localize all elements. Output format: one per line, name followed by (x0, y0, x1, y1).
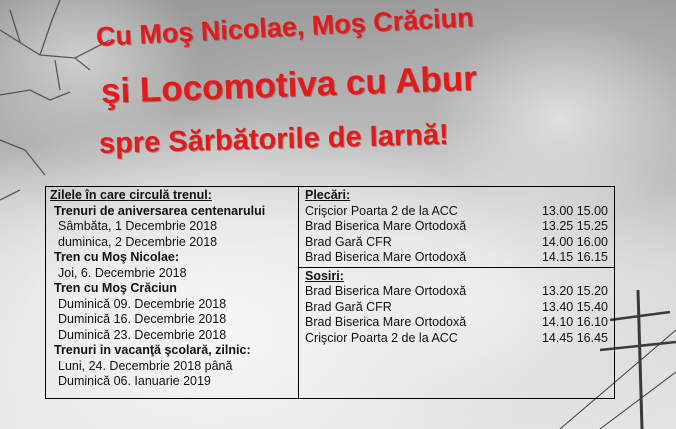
station-name: Brad Gară CFR (305, 234, 392, 249)
departure-row (305, 204, 608, 220)
station-name: Crişcior Poarta 2 de la ACC (305, 330, 458, 345)
arrival-times: 13.40 15.40 (541, 299, 608, 314)
arrival-times: 13.20 15.20 (541, 284, 608, 298)
departures-heading: Plecări: (305, 188, 351, 202)
date-item: Luni, 24. Decembrie 2018 până (58, 358, 233, 373)
group-title-school-holiday: Trenuri in vacanţă şcolară, zilnic: (54, 343, 251, 357)
date-item: Duminică 09. Decembrie 2018 (58, 296, 227, 311)
departure-times: 13.00 15.00 (541, 203, 608, 218)
timetable-column (299, 187, 614, 398)
date-item: Duminică 16. Decembrie 2018 (58, 312, 227, 326)
group-title-mos-nicolae: Tren cu Moş Nicolae: (54, 250, 180, 264)
bare-tree-branches (0, 0, 110, 200)
group-title-mos-craciun: Tren cu Moş Crăciun (54, 281, 177, 295)
departure-row (305, 235, 608, 251)
arrivals-heading: Sosiri: (305, 268, 344, 283)
date-item: Joi, 6. Decembrie 2018 (58, 265, 187, 280)
departures-block (299, 187, 614, 268)
date-item: Duminică 06. Ianuarie 2019 (58, 374, 211, 388)
arrival-row (305, 331, 608, 347)
arrival-row (305, 300, 608, 316)
station-name: Crişcior Poarta 2 de la ACC (305, 203, 458, 218)
group-title-centenary: Trenuri de aniversarea centenarului (54, 203, 266, 218)
departure-times: 13.25 15.25 (541, 219, 608, 233)
title-line-2: şi Locomotiva cu Abur (100, 58, 478, 111)
title-line-3: spre Sărbătorile de Iarnă! (98, 118, 450, 160)
departure-times: 14.00 16.00 (541, 234, 608, 249)
station-name: Brad Biserica Mare Ortodoxă (305, 219, 467, 233)
departure-row (305, 250, 608, 266)
running-days-heading: Zilele în care circulă trenul: (50, 188, 212, 202)
title-line-1: Cu Moş Nicolae, Moş Crăciun (95, 2, 475, 52)
running-days-column (46, 187, 299, 398)
arrivals-block (299, 268, 614, 348)
date-item: duminica, 2 Decembrie 2018 (58, 234, 218, 249)
arrival-row (305, 284, 608, 300)
station-name: Brad Biserica Mare Ortodoxă (305, 250, 467, 264)
departure-row (305, 219, 608, 235)
schedule-table (45, 186, 615, 399)
date-item: Duminică 23. Decembrie 2018 (58, 327, 227, 342)
arrival-times: 14.10 16.10 (541, 315, 608, 329)
arrival-times: 14.45 16.45 (541, 330, 608, 345)
station-name: Brad Biserica Mare Ortodoxă (305, 284, 467, 298)
departure-times: 14.15 16.15 (541, 250, 608, 264)
arrival-row (305, 315, 608, 331)
date-item: Sâmbăta, 1 Decembrie 2018 (58, 219, 218, 233)
station-name: Brad Biserica Mare Ortodoxă (305, 315, 467, 329)
station-name: Brad Gară CFR (305, 299, 392, 314)
